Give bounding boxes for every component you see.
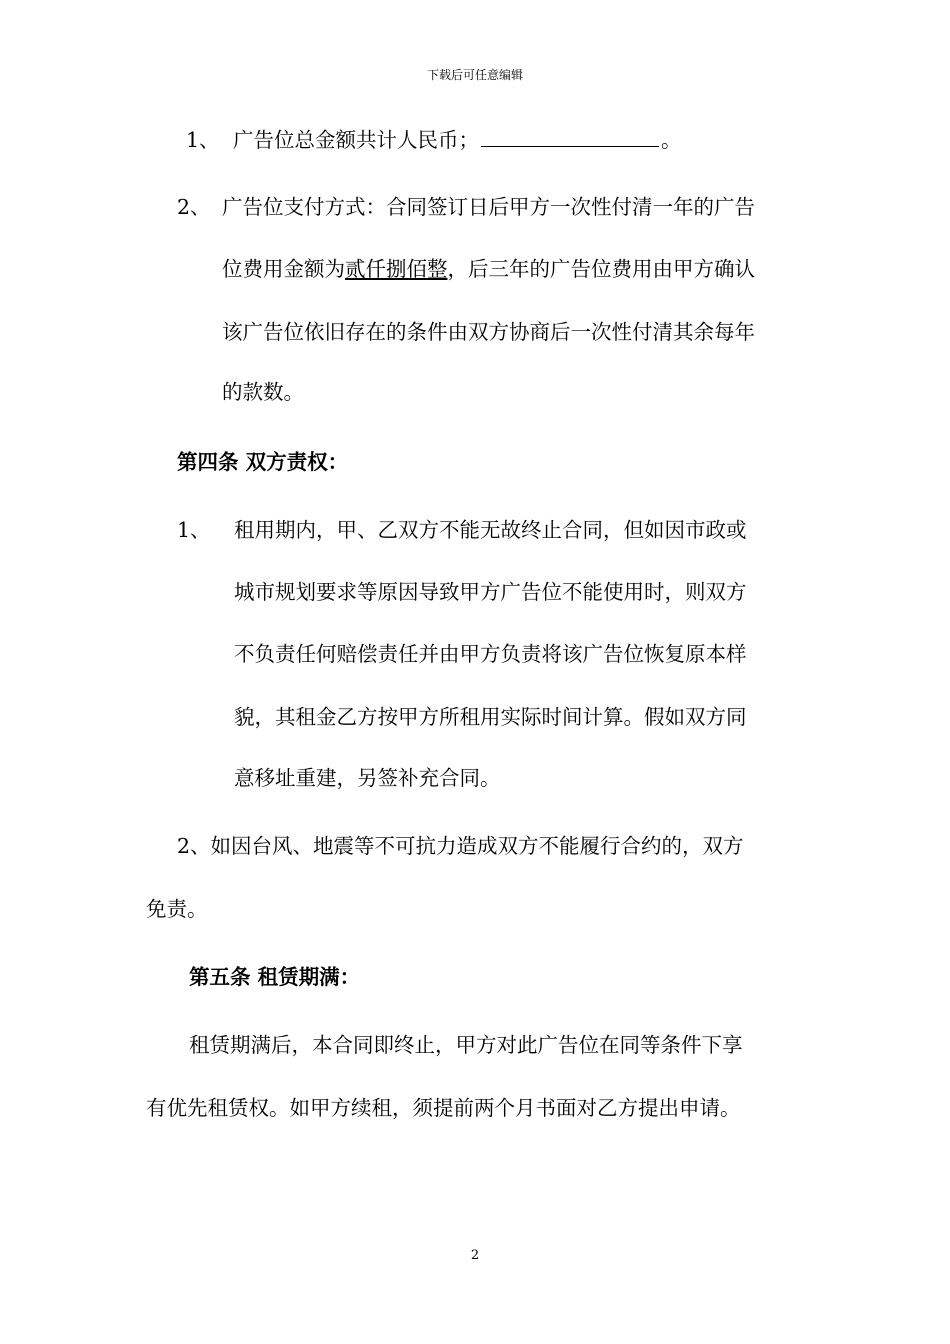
article-5-line-2: 有优先租赁权。如甲方续租，须提前两个月书面对乙方提出申请。 <box>146 1096 741 1120</box>
item-2-line-3: 该广告位依旧存在的条件由双方协商后一次性付清其余每年 <box>222 320 755 344</box>
article-4-item-1-number: 1、 <box>177 518 211 542</box>
article-4-item-1-line-2: 城市规划要求等原因导致甲方广告位不能使用时，则双方 <box>234 580 747 604</box>
item-2-line-2 <box>222 255 755 283</box>
item-2-number: 2、 <box>177 195 211 219</box>
article-5-heading: 第五条 租赁期满： <box>189 965 361 989</box>
item-2-line-4: 的款数。 <box>222 380 304 404</box>
amount-blank-line <box>481 126 659 147</box>
item-2-line-2-a: 位费用金额为 <box>222 257 345 281</box>
article-4-item-1-line-5: 意移址重建，另签补充合同。 <box>234 766 501 790</box>
article-4-item-1-line-4: 貌，其租金乙方按甲方所租用实际时间计算。假如双方同 <box>234 705 747 729</box>
article-5-line-1: 租赁期满后，本合同即终止，甲方对此广告位在同等条件下享 <box>189 1033 743 1057</box>
page-header: 下载后可任意编辑 <box>426 68 523 82</box>
item-2-line-1: 广告位支付方式：合同签订日后甲方一次性付清一年的广告 <box>222 195 755 219</box>
article-4-item-1-line-1: 租用期内，甲、乙双方不能无故终止合同，但如因市政或 <box>234 518 747 542</box>
item-1-text <box>233 126 682 154</box>
item-1-label: 广告位总金额共计人民币； <box>233 128 479 152</box>
item-1-number: 1、 <box>186 128 220 152</box>
article-4-heading: 第四条 双方责权： <box>177 450 349 474</box>
article-4-item-2-line-2: 免责。 <box>146 897 208 921</box>
item-2-line-2-b: ，后三年的广告位费用由甲方确认 <box>447 257 755 281</box>
article-4-item-1-line-3: 不负责任何赔偿责任并由甲方负责将该广告位恢复原本样 <box>234 642 747 666</box>
payment-amount-underlined: 贰仟捌佰整 <box>345 257 448 281</box>
page-number: 2 <box>470 1248 480 1263</box>
item-1-end: 。 <box>661 128 682 152</box>
article-4-item-2-line-1: 2、如因台风、地震等不可抗力造成双方不能履行合约的，双方 <box>177 834 744 858</box>
